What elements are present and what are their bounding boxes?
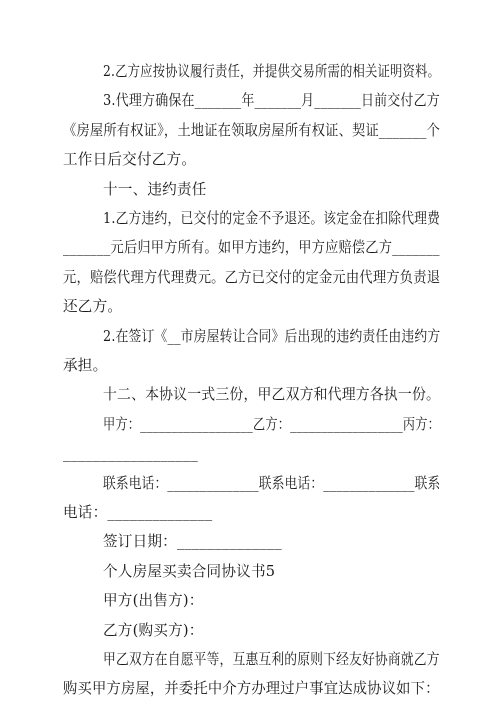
party-signature-line-cont: __________________ [63,445,198,462]
party-b-buyer: 乙方(购买方)： [103,622,204,639]
clause-2-obligation: 2.乙方应按协议履行责任，并提供交易所需的相关证明资料。 [103,63,440,80]
clause-11-1-line-3: 元，赔偿代理方代理费元。乙方已交付的定金元由代理方负责退 [63,269,441,286]
contract-5-title: 个人房屋买卖合同协议书5 [103,563,276,580]
clause-3-certificate: 《房屋所有权证》，土地证在领取房屋所有权证、契证_______个 [63,122,441,139]
clause-3-end: 工作日后交付乙方。 [63,151,197,168]
party-a-seller: 甲方(出售方)： [103,592,204,609]
clause-11-2-line-2: 承担。 [63,357,108,374]
contact-phone-line-cont: 电话：______________ [63,504,213,521]
clause-11-1-line-4: 还乙方。 [63,298,123,315]
clause-3-delivery-date: 3.代理方确保在_______年_______月_______日前交付乙方 [103,92,440,109]
contact-phone-line: 联系电话：______________联系电话：______________联系 [103,475,441,492]
clause-11-1-line-1: 1.乙方违约，已交付的定金不予退还。该定金在扣除代理费 [103,210,441,227]
section-11-heading: 十一、违约责任 [103,181,207,198]
signing-date-line: 签订日期：______________ [103,533,282,550]
preamble-line-2: 购买甲方房屋，并委托中介方办理过户事宜达成协议如下： [63,680,440,697]
clause-11-1-line-2: _______元后归甲方所有。如甲方违约，甲方应赔偿乙方_______ [63,239,440,256]
clause-11-2-line-1: 2.在签订《__市房屋转让合同》后出现的违约责任由违约方 [103,328,441,345]
section-12-heading: 十二、本协议一式三份，甲乙双方和代理方各执一份。 [103,386,441,403]
party-signature-line: 甲方：__________________乙方：__________________丙方： [103,416,441,433]
preamble-line-1: 甲乙双方在自愿平等，互惠互利的原则下经友好协商就乙方 [103,651,440,668]
